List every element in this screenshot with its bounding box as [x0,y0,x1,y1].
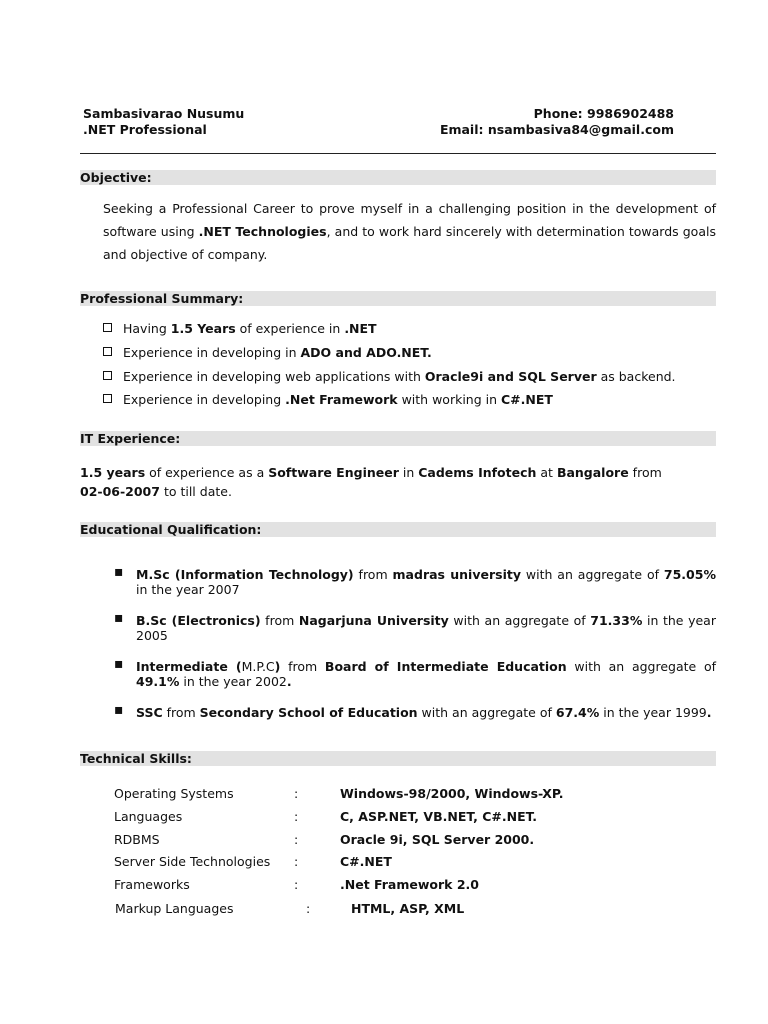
education-item: ▪ Intermediate (M.P.C) from Board of Intermediate Education with an aggregate of 49.1% in the year 2002. [114,656,716,689]
candidate-name: Sambasivarao Nusumu [83,106,245,121]
square-bullet-icon: ▪ [114,702,124,718]
contact-right [440,106,674,138]
summary-item: Experience in developing .Net Framework with working in C#.NET [103,392,553,408]
square-bullet-icon: ▪ [114,610,124,626]
skill-label: Languages [114,809,183,824]
education-item: ▪ M.Sc (Information Technology) from madras university with an aggregate of 75.05% in the year 2007 [114,564,716,597]
it-experience-text: 1.5 years of experience as a Software Engineer in Cadems Infotech at Bangalore from 02-06-2007 to till date. [80,465,662,499]
section-heading-education: Educational Qualification: [80,522,716,537]
skill-colon: : [294,786,299,801]
education-item: ▪ B.Sc (Electronics) from Nagarjuna University with an aggregate of 71.33% in the year 2005 [114,610,716,643]
skill-colon: : [294,809,299,824]
skill-value: Oracle 9i, SQL Server 2000. [340,832,535,847]
skill-label: RDBMS [114,832,160,847]
header-divider [80,153,716,154]
skill-label: Markup Languages [115,901,234,916]
phone-number: Phone: 9986902488 [533,106,674,121]
skill-label: Operating Systems [114,786,234,801]
contact-left [83,106,244,138]
skill-label: Frameworks [114,877,190,892]
skill-colon: : [294,832,299,847]
section-heading-objective: Objective: [80,170,716,185]
skill-colon: : [294,854,299,869]
skill-value: Windows-98/2000, Windows-XP. [340,786,564,801]
objective-paragraph: Seeking a Professional Career to prove myself in a challenging position in the development of software using .NET Technologies, and to work hard sincerely with determination towards goals and objective of company. [103,201,716,262]
checkbox-bullet-icon [103,394,112,403]
section-heading-summary: Professional Summary: [80,291,716,306]
square-bullet-icon: ▪ [114,656,124,672]
skill-value: C#.NET [340,854,392,869]
skill-value: HTML, ASP, XML [351,901,465,916]
skill-value: C, ASP.NET, VB.NET, C#.NET. [340,809,537,824]
skill-colon: : [306,901,311,916]
section-heading-it-experience: IT Experience: [80,431,716,446]
education-item: ▪ SSC from Secondary School of Education with an aggregate of 67.4% in the year 1999. [114,702,712,720]
email-address: Email: nsambasiva84@gmail.com [439,122,674,137]
candidate-title: .NET Professional [83,122,207,137]
checkbox-bullet-icon [103,347,112,356]
summary-item: Having 1.5 Years of experience in .NET [103,321,377,337]
checkbox-bullet-icon [103,323,112,332]
checkbox-bullet-icon [103,371,112,380]
skill-colon: : [294,877,299,892]
summary-item: Experience in developing in ADO and ADO.NET. [103,345,432,361]
square-bullet-icon: ▪ [114,564,124,580]
skill-label: Server Side Technologies [114,854,271,869]
skill-value: .Net Framework 2.0 [340,877,479,892]
summary-item: Experience in developing web applications with Oracle9i and SQL Server as backend. [103,369,676,385]
section-heading-skills: Technical Skills: [80,751,716,766]
